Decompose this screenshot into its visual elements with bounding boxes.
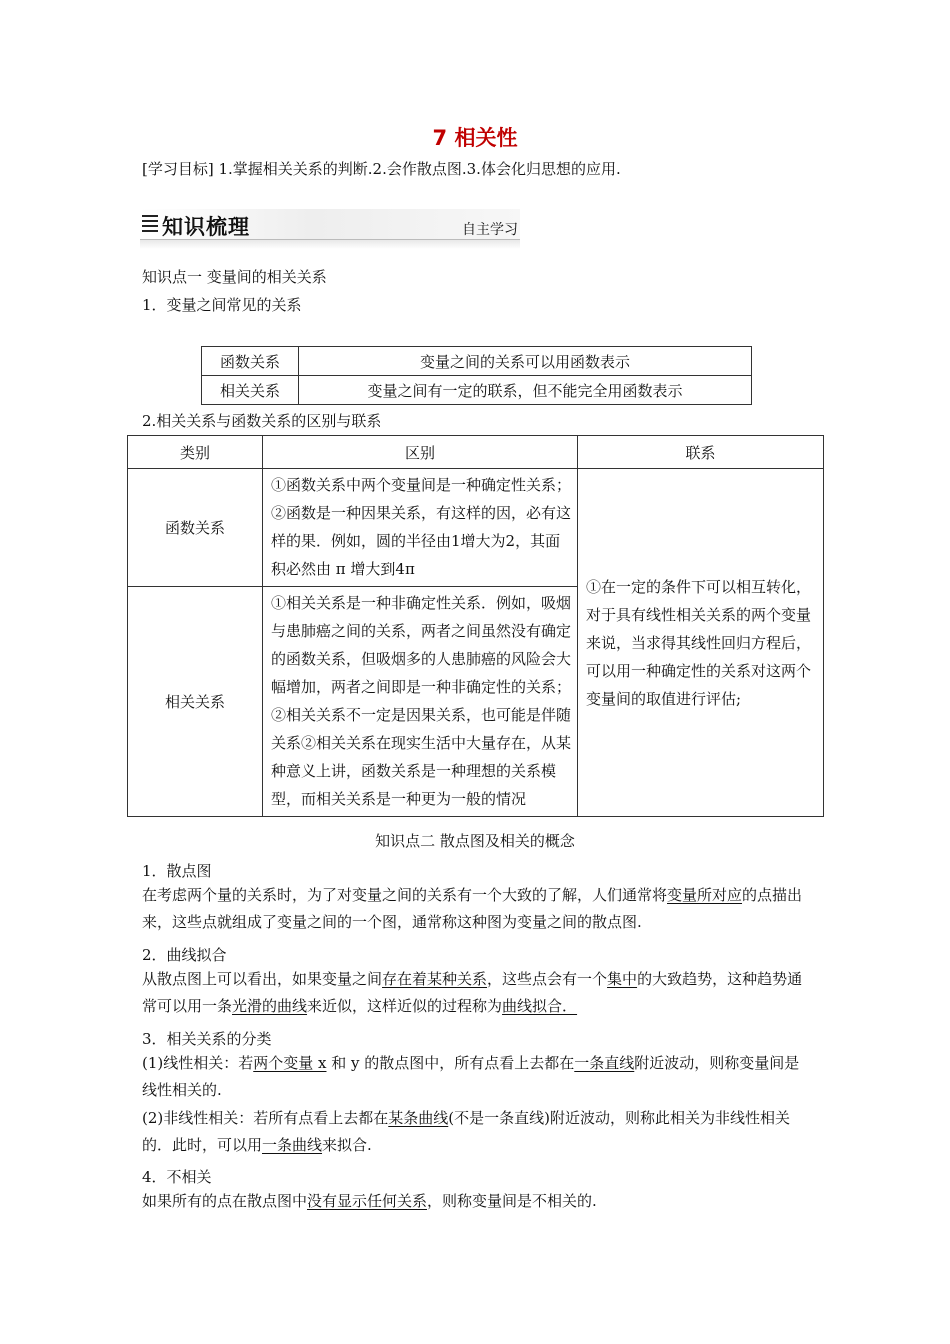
- s3-title: 3．相关关系的分类: [142, 1030, 272, 1048]
- comparison-table: [127, 435, 824, 817]
- s3-paragraph-1: (1)线性相关：若两个变量 x 和 y 的散点图中，所有点看上去都在一条直线附近波动，则称变量间是线性相关的.: [142, 1054, 800, 1099]
- row-label: 函数关系: [128, 469, 263, 587]
- underlined-answer: 两个变量 x: [253, 1054, 327, 1072]
- underlined-answer: 存在着某种关系: [382, 970, 488, 988]
- table-row: [128, 469, 824, 587]
- column-header: 区别: [263, 436, 578, 469]
- underlined-answer: 一条曲线: [262, 1136, 323, 1154]
- table-row: [202, 376, 752, 405]
- banner-subtitle: 自主学习: [462, 222, 518, 238]
- table-cell: 函数关系: [202, 347, 299, 376]
- underlined-answer: 一条直线: [574, 1054, 635, 1072]
- table-header-row: [128, 436, 824, 469]
- stripes-icon: [142, 215, 158, 235]
- column-header: 类别: [128, 436, 263, 469]
- connection-cell: ①在一定的条件下可以相互转化，对于具有线性相关关系的两个变量来说，当求得其线性回归方程后，可以用一种确定性的关系对这两个变量间的取值进行评估;: [578, 469, 824, 817]
- banner-title: 知识梳理: [162, 215, 250, 239]
- difference-cell: ①函数关系中两个变量间是一种确定性关系；②函数是一种因果关系，有这样的因，必有这样的果．例如，圆的半径由1增大为2，其面积必然由 π 增大到4π: [263, 469, 578, 587]
- row-label: 相关关系: [128, 587, 263, 817]
- underlined-answer: 曲线拟合．: [502, 997, 578, 1015]
- kp1-item2: 2.相关关系与函数关系的区别与联系: [142, 412, 382, 430]
- kp1-item1: 1．变量之间常见的关系: [142, 296, 302, 314]
- kp2-heading: 知识点二 散点图及相关的概念: [375, 832, 575, 850]
- s2-paragraph: 从散点图上可以看出，如果变量之间存在着某种关系，这些点会有一个集中的大致趋势，这种趋势通常可以用一条光滑的曲线来近似，这样近似的过程称为曲线拟合．: [142, 970, 803, 1015]
- underlined-answer: 没有显示任何关系: [307, 1192, 428, 1210]
- underlined-answer: 集中: [607, 970, 638, 988]
- table-cell: 变量之间有一定的联系，但不能完全用函数表示: [299, 376, 752, 405]
- table-cell: 相关关系: [202, 376, 299, 405]
- s4-paragraph: 如果所有的点在散点图中没有显示任何关系，则称变量间是不相关的.: [142, 1192, 597, 1210]
- kp1-heading: 知识点一 变量间的相关关系: [142, 268, 327, 286]
- section-banner: [140, 209, 522, 257]
- s1-paragraph: 在考虑两个量的关系时，为了对变量之间的关系有一个大致的了解，人们通常将变量所对应的点描出来，这些点就组成了变量之间的一个图，通常称这种图为变量之间的散点图.: [142, 886, 803, 931]
- s3-paragraph-2: (2)非线性相关：若所有点看上去都在某条曲线(不是一条直线)附近波动，则称此相关为非线性相关的．此时，可以用一条曲线来拟合.: [142, 1109, 790, 1154]
- learning-goals: [学习目标] 1.掌握相关关系的判断.2.会作散点图.3.体会化归思想的应用.: [142, 160, 621, 178]
- table-row: [202, 347, 752, 376]
- s1-title: 1．散点图: [142, 862, 212, 880]
- underlined-answer: 变量所对应: [667, 886, 743, 904]
- column-header: 联系: [578, 436, 824, 469]
- relation-table: [201, 346, 752, 405]
- s4-title: 4．不相关: [142, 1168, 212, 1186]
- page-title: 7 相关性: [432, 126, 518, 150]
- s2-title: 2．曲线拟合: [142, 946, 227, 964]
- difference-cell: ①相关关系是一种非确定性关系．例如，吸烟与患肺癌之间的关系，两者之间虽然没有确定的函数关系，但吸烟多的人患肺癌的风险会大幅增加，两者之间即是一种非确定性的关系；②相关关系不一定是因果关系，也可能是伴随关系②相关关系在现实生活中大量存在，从某种意义上讲，函数关系是一种理想的关系模型，而相关关系是一种更为一般的情况: [263, 587, 578, 817]
- underlined-answer: 光滑的曲线: [232, 997, 308, 1015]
- table-cell: 变量之间的关系可以用函数表示: [299, 347, 752, 376]
- underlined-answer: 某条曲线: [388, 1109, 449, 1127]
